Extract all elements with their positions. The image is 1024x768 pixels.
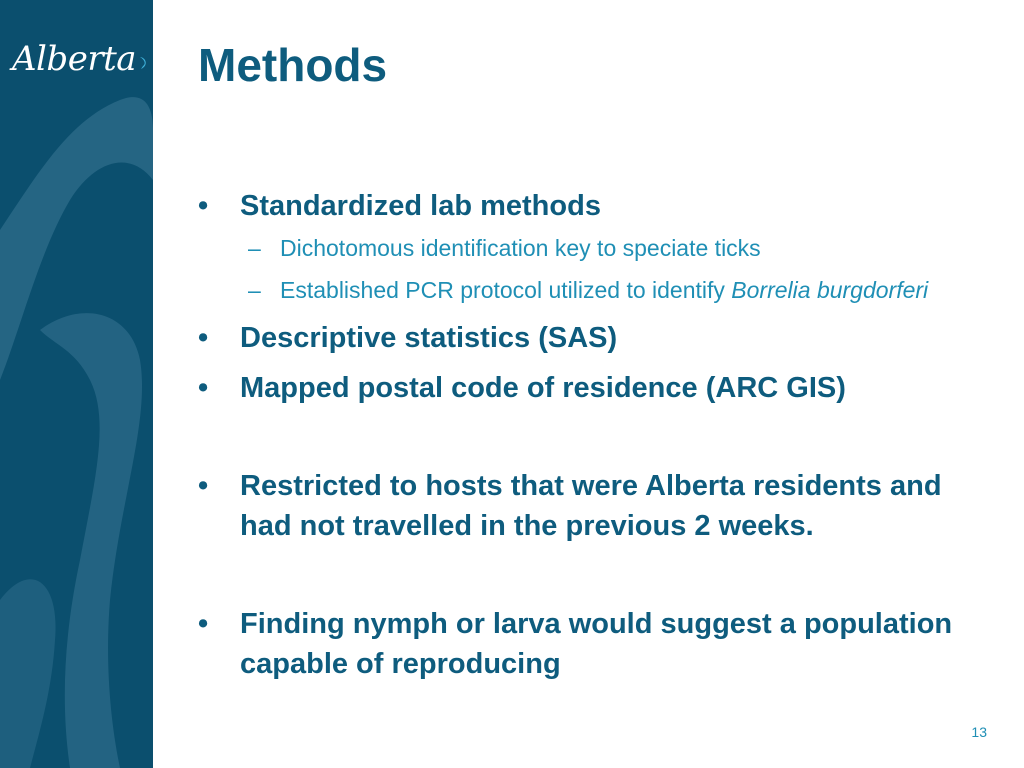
bullet-item <box>196 466 966 546</box>
bullet-list <box>196 186 966 684</box>
species-name: Borrelia burgdorferi <box>731 277 929 303</box>
bullet-text: Finding nymph or larva would suggest a population capable of reproducing <box>240 608 953 680</box>
bullet-text: Standardized lab methods <box>240 190 601 222</box>
bullet-item <box>196 368 966 408</box>
bullet-glyph: • <box>198 190 209 222</box>
sub-bullet-item <box>248 232 966 264</box>
page-number: 13 <box>971 724 987 740</box>
bullet-glyph: • <box>198 322 209 354</box>
dash-glyph: – <box>248 235 261 261</box>
bullet-glyph: • <box>198 372 209 404</box>
alberta-logo <box>12 30 150 79</box>
slide-title: Methods <box>198 39 388 91</box>
bullet-item <box>196 604 966 684</box>
bullet-text: Descriptive statistics (SAS) <box>240 322 618 354</box>
brand-sidebar <box>0 0 153 768</box>
decorative-swoosh <box>0 0 153 768</box>
sub-bullet-text <box>280 274 966 306</box>
sub-bullet-text: Dichotomous identification key to speciate ticks <box>280 235 761 261</box>
sub-bullet-text-plain: Established PCR protocol utilized to identify <box>280 277 732 303</box>
logo-wordmark: Alberta <box>12 39 136 79</box>
bullet-glyph: • <box>198 470 209 502</box>
bullet-text: Restricted to hosts that were Alberta residents and had not travelled in the previous 2 weeks. <box>240 470 942 542</box>
dash-glyph: – <box>248 277 261 303</box>
bullet-item <box>196 318 966 358</box>
logo-wave-icon <box>138 56 150 70</box>
bullet-glyph: • <box>198 608 209 640</box>
bullet-text: Mapped postal code of residence (ARC GIS) <box>240 372 846 404</box>
bullet-item <box>196 186 966 226</box>
sub-bullet-item <box>248 274 966 306</box>
